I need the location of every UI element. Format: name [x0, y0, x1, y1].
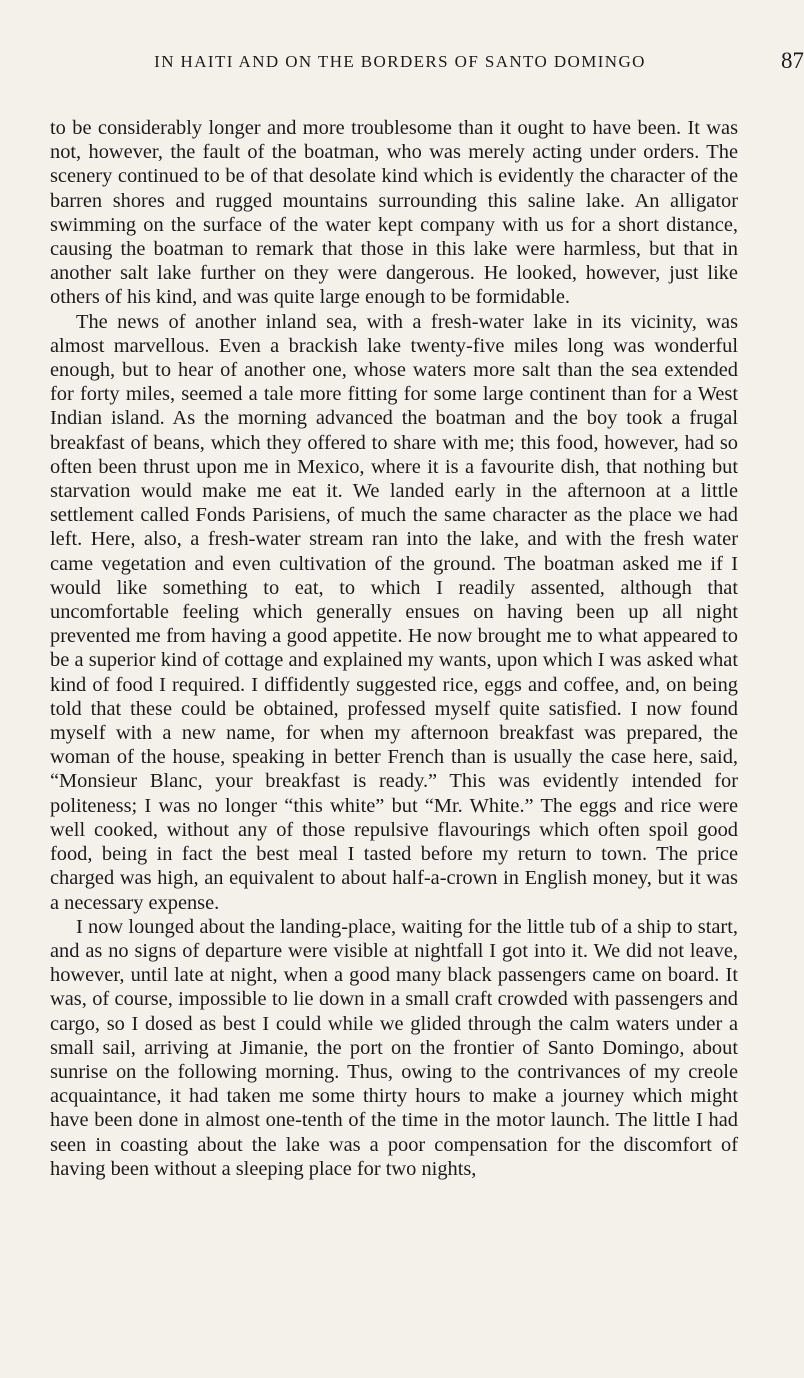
paragraph: I now lounged about the landing-place, waiting for the little tub of a ship to start, and as no signs of departure were visible at nightfall I got into it. We did not leave, however, until late at night, when a good many black passengers came on board. It was, of course, impossible to lie down in a small craft crowded with passengers and cargo, so I dosed as best I could while we glided through the calm waters under a small sail, arriving at Jimanie, the port on the frontier of Santo Domingo, about sunrise on the following morning. Thus, owing to the contrivances of my creole acquaintance, it had taken me some thirty hours to make a journey which might have been done in almost one-tenth of the time in the motor launch. The little I had seen in coasting about the lake was a poor compensation for the discomfort of having been without a sleeping place for two nights, [50, 915, 738, 1180]
paragraph: The news of another inland sea, with a fresh-water lake in its vicinity, was almost marvellous. Even a brackish lake twenty-five miles long was wonderful enough, but to hear of another one, whose waters more salt than the sea extended for forty miles, seemed a tale more fitting for some large continent than for a West Indian island. As the morning advanced the boatman and the boy took a frugal breakfast of beans, which they offered to share with me; this food, however, had so often been thrust upon me in Mexico, where it is a favourite dish, that nothing but starvation would make me eat it. We landed early in the afternoon at a little settlement called Fonds Parisiens, of much the same character as the place we had left. Here, also, a fresh-water stream ran into the lake, and with the fresh water came vegetation and even cultivation of the ground. The boatman asked me if I would like something to eat, to which I readily assented, although that uncomfortable feeling which generally ensues on having been up all night prevented me from having a good appetite. He now brought me to what appeared to be a superior kind of cottage and explained my wants, upon which I was asked what kind of food I required. I diffidently suggested rice, eggs and coffee, and, on being told that these could be obtained, professed myself quite satisfied. I now found myself with a new name, for when my afternoon breakfast was prepared, the woman of the house, speaking in better French than is usually the case here, said, “Monsieur Blanc, your breakfast is ready.” This was evidently intended for politeness; I was no longer “this white” but “Mr. White.” The eggs and rice were well cooked, without any of those repulsive flavourings which often spoil good food, being in fact the best meal I tasted before my return to town. The price charged was high, an equivalent to about half-a-crown in English money, but it was a necessary expense. [50, 310, 738, 914]
body-text [50, 116, 738, 1181]
running-head: IN HAITI AND ON THE BORDERS OF SANTO DOMINGO [154, 52, 646, 71]
paragraph: to be considerably longer and more troublesome than it ought to have been. It was not, however, the fault of the boatman, who was merely acting under orders. The scenery continued to be of that desolate kind which is evidently the character of the barren shores and rugged mountains surrounding this saline lake. An alligator swimming on the surface of the water kept company with us for a short distance, causing the boatman to remark that those in this lake were harmless, but that in another salt lake further on they were dangerous. He looked, however, just like others of his kind, and was quite large enough to be formidable. [50, 117, 738, 309]
page-number: 87 [781, 48, 804, 73]
